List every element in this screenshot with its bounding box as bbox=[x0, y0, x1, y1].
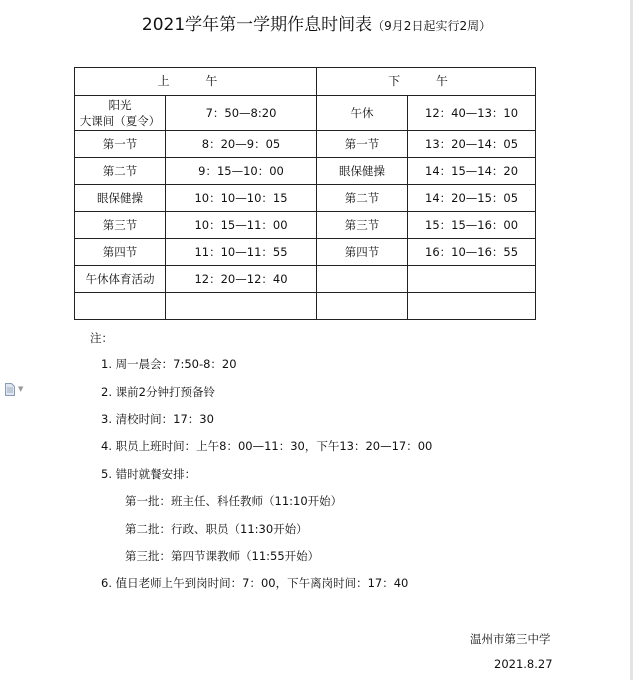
footer-date: 2021.8.27 bbox=[494, 657, 553, 671]
pm-label-cell: 第一节 bbox=[317, 131, 408, 158]
am-time-cell: 10：15—11：00 bbox=[166, 212, 317, 239]
footer-school: 温州市第三中学 bbox=[470, 632, 551, 646]
pm-time-cell: 14：15—14：20 bbox=[408, 158, 536, 185]
am-label-line2: 大课间（夏令） bbox=[79, 114, 161, 128]
am-time-cell: 12：20—12：40 bbox=[166, 266, 317, 293]
pm-label-cell: 午休 bbox=[317, 96, 408, 131]
notes-heading: 注： bbox=[90, 331, 113, 345]
pm-time-cell: 14：20—15：05 bbox=[408, 185, 536, 212]
note-item: 1. 周一晨会：7:50-8：20 bbox=[101, 357, 237, 371]
pm-time-cell: 15：15—16：00 bbox=[408, 212, 536, 239]
note-item: 5. 错时就餐安排： bbox=[101, 467, 197, 481]
header-morning: 上 午 bbox=[75, 68, 317, 96]
pm-label-cell: 第二节 bbox=[317, 185, 408, 212]
title-subtitle: （9月2日起实行2周） bbox=[372, 19, 492, 33]
am-label-cell: 第一节 bbox=[75, 131, 166, 158]
pm-time-cell: 13：20—14：05 bbox=[408, 131, 536, 158]
note-sub-item: 第二批：行政、职员（11:30开始） bbox=[125, 522, 308, 536]
chevron-down-icon: ▼ bbox=[18, 385, 24, 393]
am-label-line1: 阳光 bbox=[108, 98, 132, 112]
am-time-cell: 9：15—10：00 bbox=[166, 158, 317, 185]
am-label-cell: 眼保健操 bbox=[75, 185, 166, 212]
am-time-cell: 10：10—10：15 bbox=[166, 185, 317, 212]
pm-time-cell: 16：10—16：55 bbox=[408, 239, 536, 266]
am-label-cell: 午休体育活动 bbox=[75, 266, 166, 293]
am-time-cell: 11：10—11：55 bbox=[166, 239, 317, 266]
note-sub-item: 第三批：第四节课教师（11:55开始） bbox=[125, 549, 320, 563]
header-afternoon: 下 午 bbox=[317, 68, 536, 96]
pm-label-cell: 眼保健操 bbox=[317, 158, 408, 185]
am-time-cell: 8：20—9：05 bbox=[166, 131, 317, 158]
pm-label-cell: 第三节 bbox=[317, 212, 408, 239]
note-item: 3. 清校时间：17：30 bbox=[101, 412, 214, 426]
note-sub-item: 第一批：班主任、科任教师（11:10开始） bbox=[125, 494, 343, 508]
am-label-cell: 第二节 bbox=[75, 158, 166, 185]
note-item: 2. 课前2分钟打预备铃 bbox=[101, 385, 215, 399]
am-label-cell: 第四节 bbox=[75, 239, 166, 266]
note-item: 4. 职员上班时间：上午8：00—11：30，下午13：20—17：00 bbox=[101, 439, 433, 453]
pm-time-cell: 12：40—13：10 bbox=[408, 96, 536, 131]
am-label-cell: 第三节 bbox=[75, 212, 166, 239]
pm-label-cell: 第四节 bbox=[317, 239, 408, 266]
am-time-cell: 7：50—8:20 bbox=[166, 96, 317, 131]
title-main: 2021学年第一学期作息时间表 bbox=[141, 15, 373, 35]
note-item: 6. 值日老师上午到岗时间：7：00，下午离岗时间：17：40 bbox=[101, 576, 409, 590]
